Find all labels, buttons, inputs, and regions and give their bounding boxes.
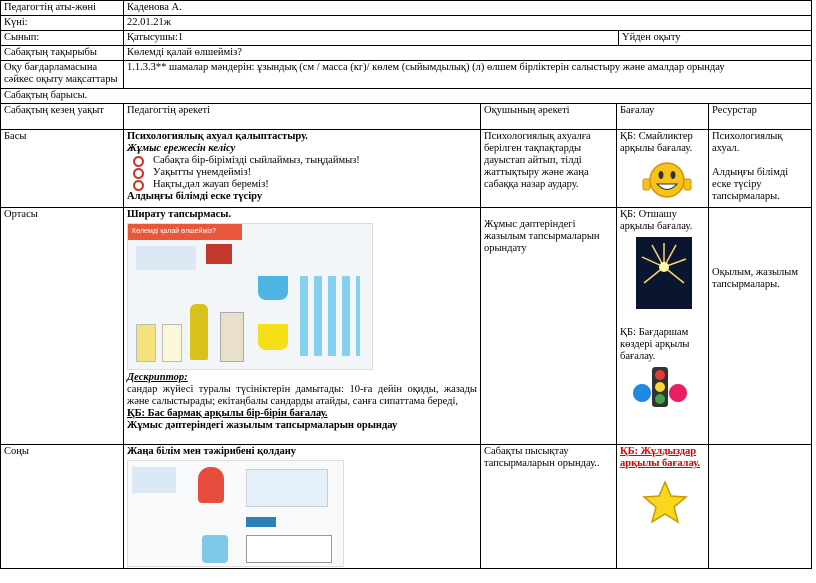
topic-label: Сабақтың тақырыбы: [1, 46, 124, 61]
water-bottle-shape: [202, 535, 228, 563]
middle-assessment-cell: [617, 208, 709, 445]
measure-box: [246, 469, 328, 507]
blue-bucket-shape: [258, 276, 288, 300]
rule-item: Сабақта бір-бірімізді сыйлаймыз, тыңдаймыз!: [147, 155, 477, 167]
teacher-label: Педагогтің аты-жөні: [1, 1, 124, 16]
date-label: Күні:: [1, 16, 124, 31]
col-teacher: Педагогтің әрекеті: [124, 104, 481, 130]
rule-item: Уақытты үнемдейміз!: [147, 167, 477, 179]
middle-resources-cell: [709, 208, 812, 445]
image-title: Көлемді қалай өлшейміз?: [128, 224, 242, 240]
start-teacher-cell: [124, 130, 481, 208]
task-box: [132, 467, 176, 493]
date-value: 22.01.21ж: [124, 16, 812, 31]
col-student: Оқушының әрекеті: [481, 104, 617, 130]
rules-title: Жұмыс ережесін келісу: [127, 143, 236, 154]
topic-value: Көлемді қалай өлшейміз?: [124, 46, 812, 61]
col-stage: Сабақтың кезең уақыт: [1, 104, 124, 130]
end-resources: [709, 445, 812, 569]
middle-student-cell: [481, 208, 617, 445]
start-resources2: Алдыңғы білімді еске түсіру тапсырмалары.: [712, 167, 789, 202]
oil-bottle-shape: [190, 304, 208, 360]
milk-carton-shape: [220, 312, 244, 362]
teacher-value: Каденова А.: [124, 1, 812, 16]
goals-value: 1.1.3.3** шамалар мәндерін: ұзындық (см / масса (кг)/ көлем (сыйымдылық) (л) өлшем бірліктерін салыстыру және амалдар орындау: [124, 61, 812, 89]
end-title: Жаңа білім мен тәжірибені қолдану: [127, 446, 297, 457]
answer-table-shape: [246, 535, 332, 563]
image-label-box: [136, 246, 196, 270]
start-assessment-cell: [617, 130, 709, 208]
practice-image: [127, 460, 344, 567]
middle-title: Ширату тапсырмасы.: [127, 209, 232, 220]
start-assessment: ҚБ: Смайликтер арқылы бағалау.: [620, 131, 693, 154]
tab-label-box: [246, 517, 276, 527]
start-student: Психологиялық ахуалға берілген тақпақтарды дауыстап айтып, тілді жаттықтыру және жаңа сабаққа назар аудару.: [481, 130, 617, 208]
middle-assessment2: ҚБ: Бағдаршам көздері арқылы бағалау.: [620, 327, 690, 362]
stage-middle: Ортасы: [1, 208, 124, 445]
start-title: Психологиялық ахуал қалыптастыру.: [127, 131, 308, 142]
middle-student: Жұмыс дәптеріндегі жазылым тапсырмаларын орындату: [484, 219, 600, 254]
end-assessment-cell: [617, 445, 709, 569]
smiley-thumbs-icon: [642, 159, 692, 199]
descriptor-text: сандар жүйесі туралы түсініктерін дамытады: 10-ға дейін оқиды, жазады және салыстырады; екітаңбалы сандарды атайды, санға сипаттама береді,: [127, 384, 477, 407]
fireworks-icon: [636, 237, 692, 309]
juice-box-shape: [206, 244, 232, 264]
star-icon: [642, 480, 688, 524]
progress-label: Сабақтың барысы.: [1, 89, 812, 104]
class-value: Қатысушы:1: [124, 31, 619, 46]
middle-teacher-cell: [124, 208, 481, 445]
col-assessment: Бағалау: [617, 104, 709, 130]
middle-assessment1: ҚБ: Отшашу арқылы бағалау.: [620, 209, 693, 232]
child-figure: [198, 467, 224, 503]
stage-start: Басы: [1, 130, 124, 208]
goals-label: Оқу бағдарламасына сәйкес оқыту мақсаттары: [1, 61, 124, 89]
descriptor-label: Дескриптор:: [127, 372, 188, 383]
col-resources: Ресурстар: [709, 104, 812, 130]
middle-resources: Оқылым, жазылым тапсырмалары.: [712, 267, 798, 290]
peer-assessment: ҚБ: Бас бармақ арқылы бір-бірін бағалау.: [127, 408, 328, 419]
end-assessment: ҚБ: Жұлдыздар арқылы бағалау.: [620, 446, 701, 469]
traffic-light-icon: [630, 363, 690, 413]
rules-list: [127, 155, 477, 191]
yellow-bucket-shape: [258, 324, 288, 350]
stage-end: Соңы: [1, 445, 124, 569]
start-resources-cell: [709, 130, 812, 208]
review-text: Алдыңғы білімді еске түсіру: [127, 191, 263, 202]
class-extra: Үйден оқыту: [619, 31, 812, 46]
end-teacher-cell: [124, 445, 481, 569]
cups-group: [300, 276, 360, 356]
start-resources: Психологиялық ахуал.: [712, 131, 783, 154]
glass-shape: [162, 324, 182, 362]
workbook-task: Жұмыс дәптеріндегі жазылым тапсырмаларын орындау: [127, 420, 398, 431]
class-label: Сынып:: [1, 31, 124, 46]
end-student: Сабақты пысықтау тапсырмаларын орындау..: [481, 445, 617, 569]
glass-shape: [136, 324, 156, 362]
rule-item: Нақты,дәл жауап береміз!: [147, 179, 477, 191]
volume-lesson-image: [127, 223, 373, 370]
